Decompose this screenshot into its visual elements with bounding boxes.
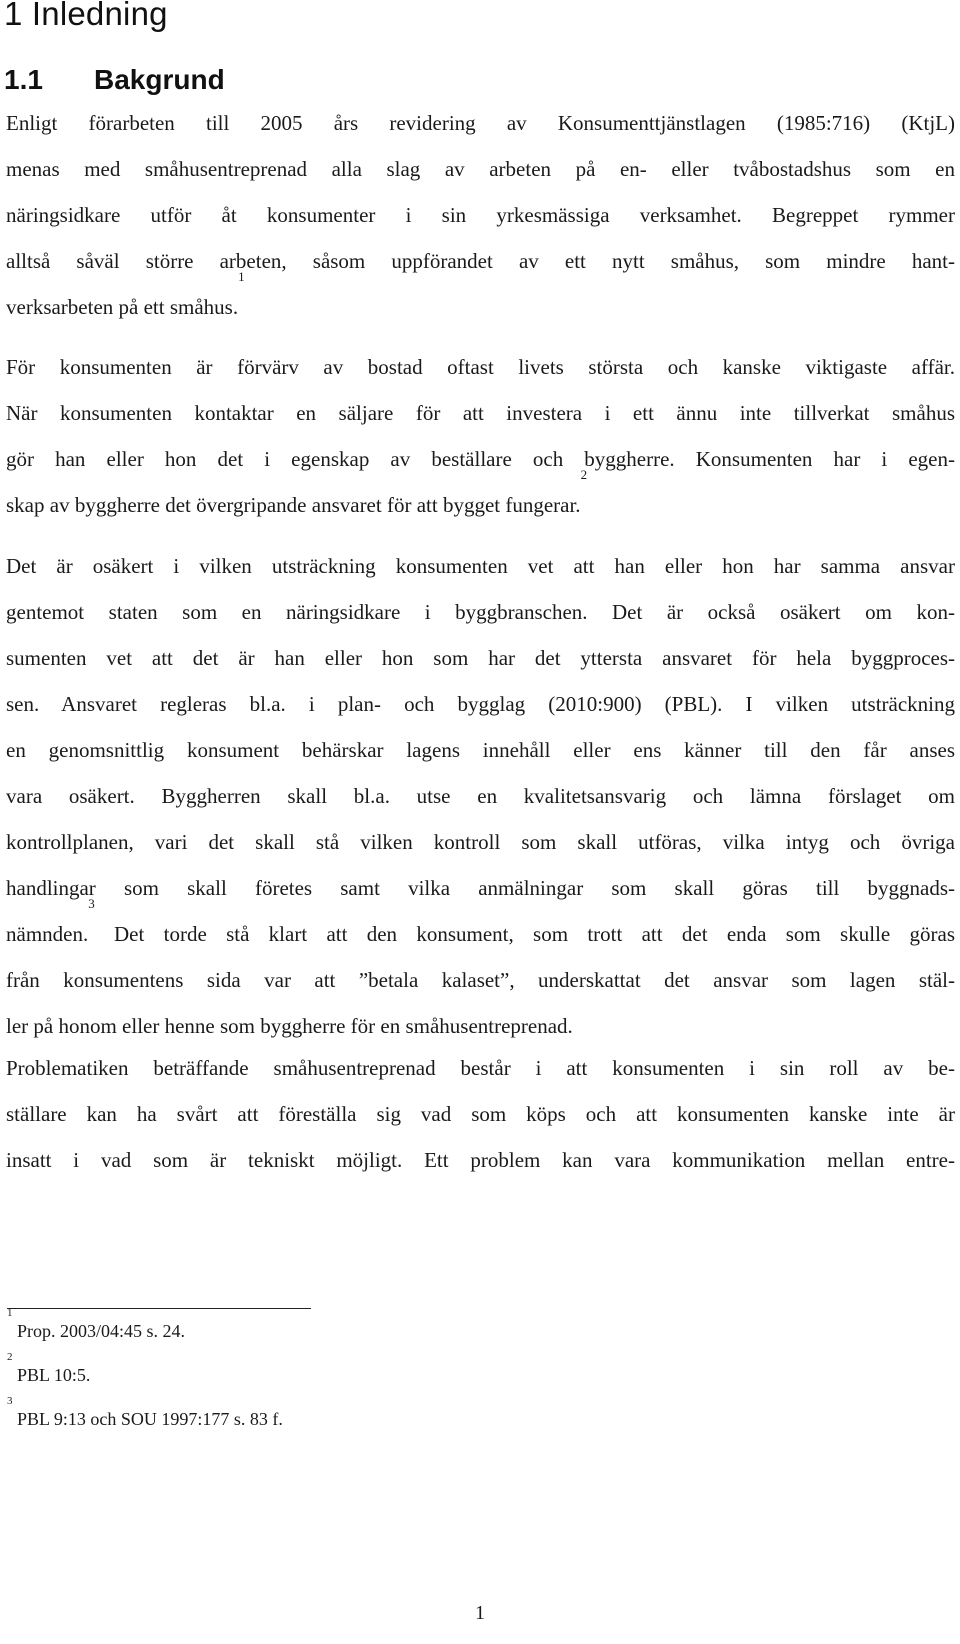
- footnote-3: [7, 1395, 283, 1430]
- text-fragment: nämnden.: [6, 922, 89, 946]
- text-line: näringsidkare utför åt konsumenter i sin yrkesmässiga verksamhet. Begreppet rymmer: [6, 203, 955, 227]
- text-line: Enligt förarbeten till 2005 års revidering av Konsumenttjänstlagen (1985:716) (KtjL): [6, 111, 955, 135]
- chapter-heading: 1 Inledning: [4, 0, 168, 32]
- footnote-reference[interactable]: 3: [88, 896, 95, 911]
- text-line: ler på honom eller henne som byggherre för en småhusentreprenad.: [6, 1014, 573, 1038]
- paragraph-3: [6, 544, 955, 1050]
- text-line: vara osäkert. Byggherren skall bl.a. utse en kvalitetsansvarig och lämna förslaget om: [6, 784, 955, 808]
- footnote-separator: [7, 1308, 311, 1309]
- footnote-text: Prop. 2003/04:45 s. 24.: [12, 1321, 186, 1341]
- text-line: från konsumentens sida var att ”betala kalaset”, underskattat det ansvar som lagen stäl-: [6, 968, 955, 992]
- text-line: sen. Ansvaret regleras bl.a. i plan- och bygglag (2010:900) (PBL). I vilken utsträckning: [6, 692, 955, 716]
- text-line: handlingar som skall företes samt vilka anmälningar som skall göras till byggnads-: [6, 876, 955, 900]
- footnote-reference[interactable]: 1: [238, 269, 245, 284]
- footnote-reference[interactable]: 2: [580, 467, 588, 482]
- text-line: Det är osäkert i vilken utsträckning konsumenten vet att han eller hon har samma ansvar: [6, 554, 955, 578]
- text-line: alltså såväl större arbeten, såsom uppförandet av ett nytt småhus, som mindre hant-: [6, 249, 955, 273]
- text-line: en genomsnittlig konsument behärskar lagens innehåll eller ens känner till den får anses: [6, 738, 955, 762]
- text-line: [6, 269, 955, 331]
- text-line: sumenten vet att det är han eller hon som har det yttersta ansvaret för hela byggproces-: [6, 646, 955, 670]
- text-fragment: verksarbeten på ett småhus.: [6, 295, 239, 319]
- text-line: kontrollplanen, vari det skall stå vilken kontroll som skall utföras, vilka intyg och övriga: [6, 830, 955, 854]
- text-line: ställare kan ha svårt att föreställa sig vad som köps och att konsumenten kanske inte är: [6, 1102, 955, 1126]
- page-number: 1: [475, 1602, 485, 1624]
- section-heading: [4, 62, 225, 98]
- text-line: menas med småhusentreprenad alla slag av arbeten på en- eller tvåbostadshus som en: [6, 157, 955, 181]
- paragraph-2: [6, 345, 955, 529]
- footnote-text: PBL 10:5.: [12, 1365, 91, 1385]
- section-number: 1.1: [4, 64, 43, 95]
- footnote-number: 1: [7, 1307, 13, 1319]
- paragraph-4: [6, 1046, 955, 1184]
- text-line: För konsumenten är förvärv av bostad oftast livets största och kanske viktigaste affär.: [6, 355, 955, 379]
- text-fragment: Det torde stå klart att den konsument, som trott att det enda som skulle göras: [94, 922, 955, 946]
- text-line: insatt i vad som är tekniskt möjligt. Ett problem kan vara kommunikation mellan entre-: [6, 1148, 955, 1172]
- paragraph-1: [6, 101, 955, 331]
- footnote-number: 3: [7, 1395, 13, 1407]
- text-fragment: skap av byggherre det övergripande ansvaret för att bygget fungerar.: [6, 493, 581, 517]
- text-line: gör han eller hon det i egenskap av beställare och byggherre. Konsumenten har i egen-: [6, 447, 955, 471]
- text-line: När konsumenten kontaktar en säljare för att investera i ett ännu inte tillverkat småhus: [6, 401, 955, 425]
- text-line: Problematiken beträffande småhusentreprenad består i att konsumenten i sin roll av be-: [6, 1056, 955, 1080]
- text-line: [6, 467, 955, 529]
- footnote-1: [7, 1307, 186, 1342]
- section-title: Bakgrund: [94, 64, 225, 95]
- footnote-2: [7, 1351, 91, 1386]
- footnote-number: 2: [7, 1351, 13, 1363]
- text-line: gentemot staten som en näringsidkare i byggbranschen. Det är också osäkert om kon-: [6, 600, 955, 624]
- footnote-text: PBL 9:13 och SOU 1997:177 s. 83 f.: [12, 1409, 283, 1429]
- text-line: [6, 896, 955, 958]
